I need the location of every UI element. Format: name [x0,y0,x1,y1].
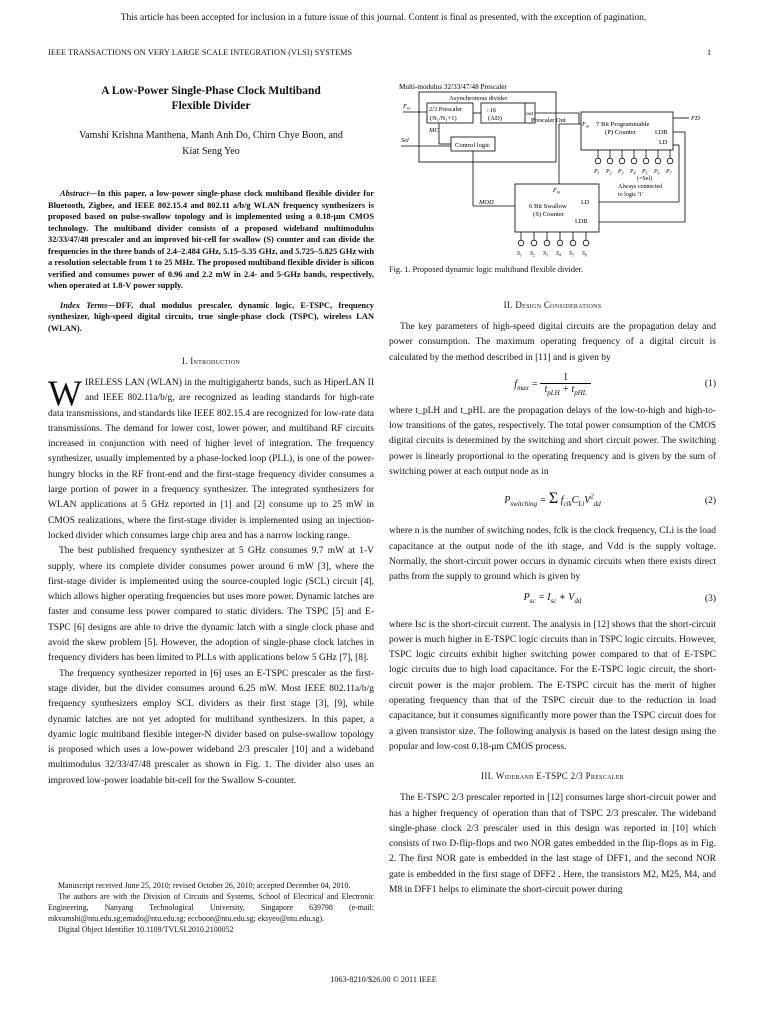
running-head: IEEE TRANSACTIONS ON VERY LARGE SCALE INTEGRATION (VLSI) SYSTEMS [48,48,353,57]
control-logic-label: Control logic [455,142,490,149]
section-3-paragraph-1: The E-TSPC 2/3 prescaler reported in [12] consumes large short-circuit power and has a higher frequency of operation than that of TSPC 2/3 prescaler. The wideband single-phase clock 2/3 prescaler used in this design was reported in [10] which consists of two D-flip-flops and two NOR gates embedded in the flip-flops as in Fig. 2. The first NOR gate is embedded in the last stage of DFF1, and the second NOR gate is embedded in the first stage of DFF2 . Here, the transistors M2, M25, M4, and M8 in DFF1 helps to eliminate the short-circuit power during [389,793,716,896]
section-2-paragraph-1: The key parameters of high-speed digital circuits are the propagation delay and power consumption. The maximum operating frequency of a digital circuit is calculated by the method described in [11] and is given by [389,322,716,363]
footnote-authors: The authors are with the Division of Circuits and Systems, School of Electrical and Electronic Engineering, Nanyang Technological University, Singapore 639798 (e-mail: mkvamshi@ntu.edu.sg;emado@ntu.edu.sg; eccboon@ntu.edu.sg; eksyeo@ntu.edu.sg). [48,892,374,923]
prescaler-out-label: Prescaler Out [531,117,566,124]
equation-1: $f_{max}$ = $\frac{1}{t_{pLH} + t_{pHL}}$ (1) [514,371,716,397]
section-2-paragraph-3: where n is the number of switching nodes, fclk is the clock frequency, CLi is the load capacitance at the output node of the ith stage, and Vdd is the supply voltage. Normally, the short-circuit power occurs in dynamic circuits when there exists direct paths from the supply to ground which is given by [389,526,716,583]
paper-title [48,84,374,114]
async-divider-label: Asynchronous divider [449,95,508,102]
always-connected-label-2: to logic '1' [618,192,643,198]
index-terms-label: Index Terms [60,300,108,310]
p-bit-terminals [595,150,673,164]
equation-2: $P_{switching} = \Sigma$ $f_{clk}C_{Li}V^2_{dd}$ (2) [504,490,716,509]
prescaler-box [419,92,556,162]
figure-1-diagram [389,80,716,270]
section-1-paragraph-3: The frequency synthesizer reported in [6] uses an E-TSPC prescaler as the first-stage divider, but the divider consumes around 6.25 mW. Most IEEE 802.11a/b/g frequency synthesizers employ SCL dividers as their first stage [3], [9], while dynamic latches are not yet adopted for multiband synthesizers. In this paper, a dyamic logic multiband flexible integer-N divider based on pulse-swallow topology is proposed which uses a low-power wideband 2/3 prescaler [10] and a wideband multimodulus 32/33/47/48 prescaler as shown in Fig. 1. The divider also uses an improved low-power loadable bit-cell for the Swallow S-counter. [48,668,374,786]
equation-2-number: (2) [704,496,716,507]
abstract [48,188,374,292]
index-terms [48,300,374,335]
right-column [389,265,716,898]
div16-label: ÷16 [486,107,497,114]
swallow-counter-label-1: 6 Bit Swallow [529,203,567,210]
swallow-ld-label: LD [581,199,590,206]
svg-text:P2: $P_2$ [606,169,612,176]
svg-text:S2: $S_2$ [530,251,535,258]
swallow-fin-label: $F_{in}$ [553,187,561,195]
swallow-ldb-label: LDB [575,218,588,225]
fig1-title: Multi-modulus 32/33/47/48 Prescaler [399,83,507,91]
svg-text:S6: $S_6$ [582,251,587,258]
svg-text:S3: $S_3$ [543,251,548,258]
equation-3-number: (3) [704,593,716,604]
section-2-paragraph-2: where t_pLH and t_pHL are the propagation delays of the low-to-high and high-to-low transitions of the gates, respectively. The total power consumption of the CMOS digital circuits is determined by the switching and short circuit power. The switching power is linearly proportional to the operating frequency and is given by the sum of switching power at each output node as in [389,405,716,478]
svg-text:P7: $P_7$ [666,169,672,176]
section-1-paragraph-1 [48,373,374,544]
fin-label: $F_{in}$ [403,103,411,111]
mod-label: MOD [479,199,494,206]
prog-fin-label: $F_{in}$ [582,121,590,129]
title-line-2: Flexible Divider [171,100,251,112]
out-label: out [526,111,534,117]
left-column [48,84,374,789]
page-number: 1 [707,48,712,57]
section-1-title: I. Introduction [181,356,241,366]
eqsel-label: (=Sel) [637,176,653,182]
always-connected-label-1: Always connected [618,184,663,190]
acceptance-banner: This article has been accepted for inclusion in a future issue of this journal. Content is final as presented, with the exception of pagination. [120,13,647,23]
section-2-paragraph-4: where Isc is the short-circuit current. The analysis in [12] shows that the short-circuit power is much higher in E-TSPC logic circuits than in TSPC logic circuits. However, TSPC logic circuits exhibit higher switching power compared to that of E-TSPC logic circuits due to high load capacitance. For the E-TSPC logic circuit, the short-circuit power is the major problem. The E-TSPC circuit has the merit of higher operating frequency than that of the TSPC circuit due to the reduction in load capacitance, but it consumes significantly more power than the TSPC circuit does for a given transistor size. The following analysis is based on the latest design using the popular and low-cost 0.18-μm CMOS process. [389,619,716,752]
svg-text:P5: $P_5$ [642,169,648,176]
authors-line-1: Vamshi Krishna Manthena, Manh Anh Do, Chirn Chye Boon, and [79,130,343,141]
fd-label: FD [691,115,700,122]
section-2-title: II. Design Considerations [503,300,602,310]
footnote-doi: Digital Object Identifier 10.1109/TVLSI.2010.2100052 [58,925,234,934]
index-terms-text: —DFF, dual modulus prescaler, dynamic logic, E-TSPC, frequency synthesizer, high-speed digital circuits, true single-phase clock (TSPC), wireless LAN (WLAN). [48,300,374,333]
section-1-paragraph-1-text: IRELESS LAN (WLAN) in the multigigahertz bands, such as HiperLAN II and IEEE 802.11a/b/g, are recognized as leading standards for high-rate data transmissions, and standards like IEEE 802.15.4 are recognized for low-rate data transmissions. The demand for lower cost, lower power, and multiband RF circuits increased in conjunction with need of higher level of integration. The frequency synthesizer, usually implemented by a phase-locked loop (PLL), is one of the power-hungry blocks in the RF front-end and the first-stage frequency divider consumes a large portion of power in a frequency synthesizer. The integrated synthesizers for WLAN applications at 5 GHz reported in [1] and [2] consume up to 25 mW in CMOS realizations, where the first-stage divider is implemented using an injection-locked divider which consumes large chip area and has a narrow locking range. [48,378,374,541]
prog-ldb-label: LDB [655,129,668,136]
svg-text:P6: $P_6$ [654,169,660,176]
abstract-label: Abstract [60,189,89,198]
title-line-1: A Low-Power Single-Phase Clock Multiband [101,85,321,97]
section-1-paragraph-2: The best published frequency synthesizer at 5 GHz consumes 9.7 mW at 1-V supply, where its complete divider consumes power around 6 mW [3], where the first-stage divider is implemented using the source-coupled logic (SCL) circuit [4], which allows higher operating frequencies but uses more power. Dynamic latches are faster and consume less power compared to static dividers. The TSPC [5] and E-TSPC [6] designs are able to drive the dynamic latch with a single clock phase and avoid the skew problem [5]. However, the adoption of single-phase clock latches in frequency dividers has been limited to PLLs with applications below 5 GHz [7], [8]. [48,546,374,664]
prog-counter-label-1: 7 Bit Programmable [596,121,650,128]
svg-text:P4: $P_4$ [630,169,636,176]
figure-1-caption: Fig. 1. Proposed dynamic logic multiband flexible divider. [389,265,584,274]
section-3-title: III. Wideband E-TSPC 2/3 Prescaler [481,771,624,782]
equation-1-number: (1) [704,378,716,389]
two-three-prescaler-label: 2/3 Prescaler [429,106,463,113]
sel-label: Sel [401,137,409,144]
svg-text:P3: $P_3$ [618,169,624,176]
ad-label: (AD) [488,115,502,122]
copyright-footer: 1063-8210/$26.00 © 2011 IEEE [330,975,437,984]
svg-text:S4: $S_4$ [556,251,561,258]
swallow-counter-label-2: (S) Counter [533,211,564,218]
authors [48,128,374,160]
svg-text:P1: $P_1$ [594,169,600,176]
footnote-received: Manuscript received June 25, 2010; revised October 26, 2010; accepted December 04, 2010. [58,881,351,890]
mc-label: MC [429,127,439,134]
two-three-prescaler-label2: $(N_1/N_1+1)$ [430,115,457,123]
svg-text:S5: $S_5$ [569,251,574,258]
svg-text:S1: $S_1$ [517,251,522,258]
prog-ld-label: LD [659,139,668,146]
prog-counter-label-2: (P) Counter [605,129,636,136]
s-bit-terminals [518,232,589,246]
authors-line-2: Kiat Seng Yeo [182,146,240,157]
equation-3: $P_{sc} = I_{sc}$ ∗ $V_{dd}$ (3) [523,591,716,605]
footnotes [48,880,374,935]
abstract-text: —In this paper, a low-power single-phase clock multiband flexible divider for Bluetooth, Zigbee, and IEEE 802.15.4 and 802.11 a/b/g WLAN frequency synthesizers is proposed based on pulse-swallow topology and is implemented using a 0.18-μm CMOS technology. The multiband divider consists of a proposed wideband multimodulus 32/33/47/48 prescaler and an improved bit-cell for swallow (S) counter and can divide the frequencies in the three bands of 2.4–2.484 GHz, 5.15–5.35 GHz, and 5.725–5.825 GHz with a resolution selectable from 1 to 25 MHz. The proposed multiband flexible divider is silicon verified and consumes power of 0.96 and 2.2 mW in 2.4- and 5-GHz bands, respectively, when operated at 1.8-V power supply. [48,189,374,290]
drop-cap: W [48,373,82,413]
